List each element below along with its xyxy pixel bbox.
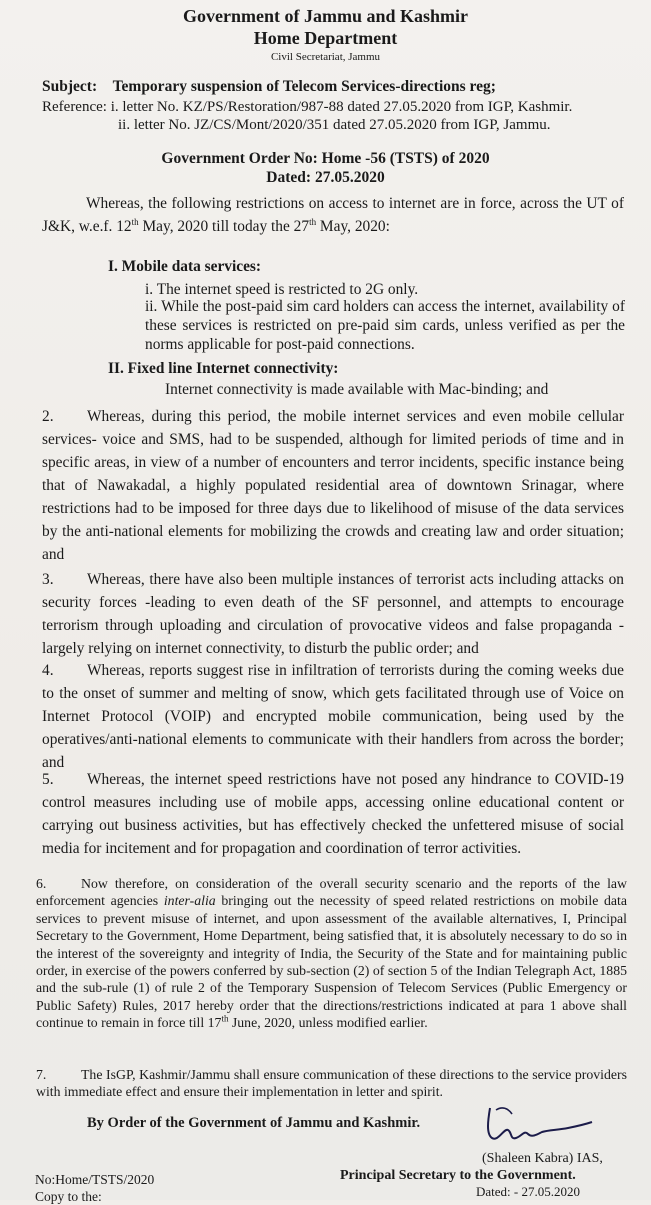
section-1-item-1: i. The internet speed is restricted to 2G only.	[145, 281, 419, 298]
paragraph-2	[42, 405, 624, 566]
paragraph-1-text-c: May, 2020:	[316, 218, 390, 235]
section-2-title-text: II. Fixed line Internet connectivity:	[108, 360, 339, 377]
subject-label: Subject:	[42, 78, 98, 95]
subject-line	[42, 78, 496, 96]
ordinal-suffix: th	[131, 216, 139, 227]
copy-to-label: Copy to the:	[35, 1189, 102, 1204]
issuer-name: Government of Jammu and Kashmir	[183, 6, 468, 26]
office-location: Civil Secretariat, Jammu	[270, 51, 381, 63]
ordinal-suffix: th	[221, 1013, 229, 1024]
paragraph-6	[36, 875, 627, 1032]
section-2-text: Internet connectivity is made available with Mac-binding; and	[165, 381, 549, 398]
section-1-title-text: I. Mobile data services:	[108, 258, 262, 275]
reference-line-1	[42, 99, 572, 116]
paragraph-5	[42, 768, 624, 860]
paragraph-6-text-b: bringing out the necessity of speed related restrictions on mobile data services to prevent misuse of internet, and upon assessment of the available alternatives, I, Principal Secretary to the Government, Home Department, being satisfied that, it is absolutely necessary to do so in the interest of the sovereignty and integrity of India, the Security of the State and for maintaining public order, in exercise of the powers conferred by sub-section (2) of section 5 of the Indian Telegraph Act, 1885 and the sub-rule (1) of rule 2 of the Temporary Suspension of Telecom Services (Public Emergency or Public Safety) Rules, 2017 hereby order that the directions/restrictions indicated at para 1 above shall continue to remain in force till 17	[36, 893, 628, 1031]
ordinal-suffix: th	[309, 216, 317, 227]
order-number: Government Order No: Home -56 (TSTS) of 2020	[161, 150, 490, 167]
paragraph-number: 7.	[36, 1067, 47, 1082]
paragraph-2-text: Whereas, during this period, the mobile internet services and even mobile cellular services- voice and SMS, had to be suspended, although for limited periods of time and in specific areas, in view of a number of encounters and terror incidents, specific instance being that of Nawakadal, a highly populated residential area of downtown Srinagar, where restrictions had to be imposed for three days due to likelihood of misuse of the data services by the anti-national elements for mobilizing the crowds and creating law and order situation; and	[42, 408, 624, 563]
paragraph-1-text-b: May, 2020 till today the 27	[138, 218, 310, 235]
signature-image	[468, 1100, 598, 1152]
subject-text: Temporary suspension of Telecom Services-directions reg;	[112, 78, 496, 95]
section-2-title	[108, 360, 338, 378]
paragraph-6-italic: inter-alia	[163, 893, 216, 909]
reference-item-1: i. letter No. KZ/PS/Restoration/987-88 dated 27.05.2020 from IGP, Kashmir.	[110, 99, 573, 115]
paragraph-number: 6.	[36, 876, 47, 891]
paragraph-5-text: Whereas, the internet speed restrictions have not posed any hindrance to COVID-19 control measures including use of mobile apps, accessing online educational content or carrying out business activities, but has effectively checked the unfettered misuse of social media for incitement and for propagation and coordination of terror activities.	[42, 771, 624, 857]
signatory-date: Dated: - 27.05.2020	[476, 1184, 580, 1199]
paragraph-4-text: Whereas, reports suggest rise in infiltration of terrorists during the coming weeks due to the onset of summer and melting of snow, which gets facilitated through use of Voice on Internet Protocol (VOIP) and encrypted mobile communication, being used by the operatives/anti-national elements to communicate with their handlers from across the border; and	[42, 662, 624, 771]
reference-item-2: ii. letter No. JZ/CS/Mont/2020/351 dated 27.05.2020 from IGP, Jammu.	[118, 117, 551, 133]
order-date: Dated: 27.05.2020	[266, 169, 385, 186]
paragraph-1-text-a: Whereas, the following restrictions on access to internet are in force, across the UT of J&K, w.e.f. 12	[42, 195, 624, 235]
paragraph-number: 3.	[42, 571, 54, 588]
paragraph-4	[42, 659, 624, 774]
paragraph-7	[36, 1066, 627, 1101]
reference-label: Reference:	[42, 99, 107, 115]
paragraph-number: 4.	[42, 662, 54, 679]
paragraph-6-text-c: June, 2020, unless modified earlier.	[228, 1015, 428, 1031]
paragraph-7-text: The IsGP, Kashmir/Jammu shall ensure communication of these directions to the service providers with immediate effect and ensure their implementation in letter and spirit.	[36, 1067, 627, 1100]
paragraph-number: 5.	[42, 771, 54, 788]
paragraph-number: 2.	[42, 408, 54, 425]
paragraph-3-text: Whereas, there have also been multiple instances of terrorist acts including attacks on security forces -leading to even death of the SF personnel, and attempts to encourage terrorism through uploading and circulation of provocative videos and false propaganda - largely relying on internet connectivity, to disturb the public order; and	[42, 571, 624, 657]
paragraph-1	[42, 192, 624, 238]
signatory-name: (Shaleen Kabra) IAS,	[482, 1151, 603, 1166]
signatory-title: Principal Secretary to the Government.	[340, 1168, 576, 1183]
section-1-title	[108, 258, 261, 276]
paragraph-6-text-a: Now therefore, on consideration of the overall security scenario and the reports of the law enforcement agencies	[36, 876, 627, 909]
by-order-line: By Order of the Government of Jammu and Kashmir.	[87, 1115, 421, 1131]
paragraph-3	[42, 568, 624, 660]
department-name: Home Department	[253, 28, 398, 48]
section-1-item-2: ii. While the post-paid sim card holders can access the internet, availability of these services is restricted on pre-paid sim cards, unless verified as per the norms applicable for post-paid connections.	[145, 298, 625, 353]
file-number: No:Home/TSTS/2020	[35, 1172, 155, 1187]
